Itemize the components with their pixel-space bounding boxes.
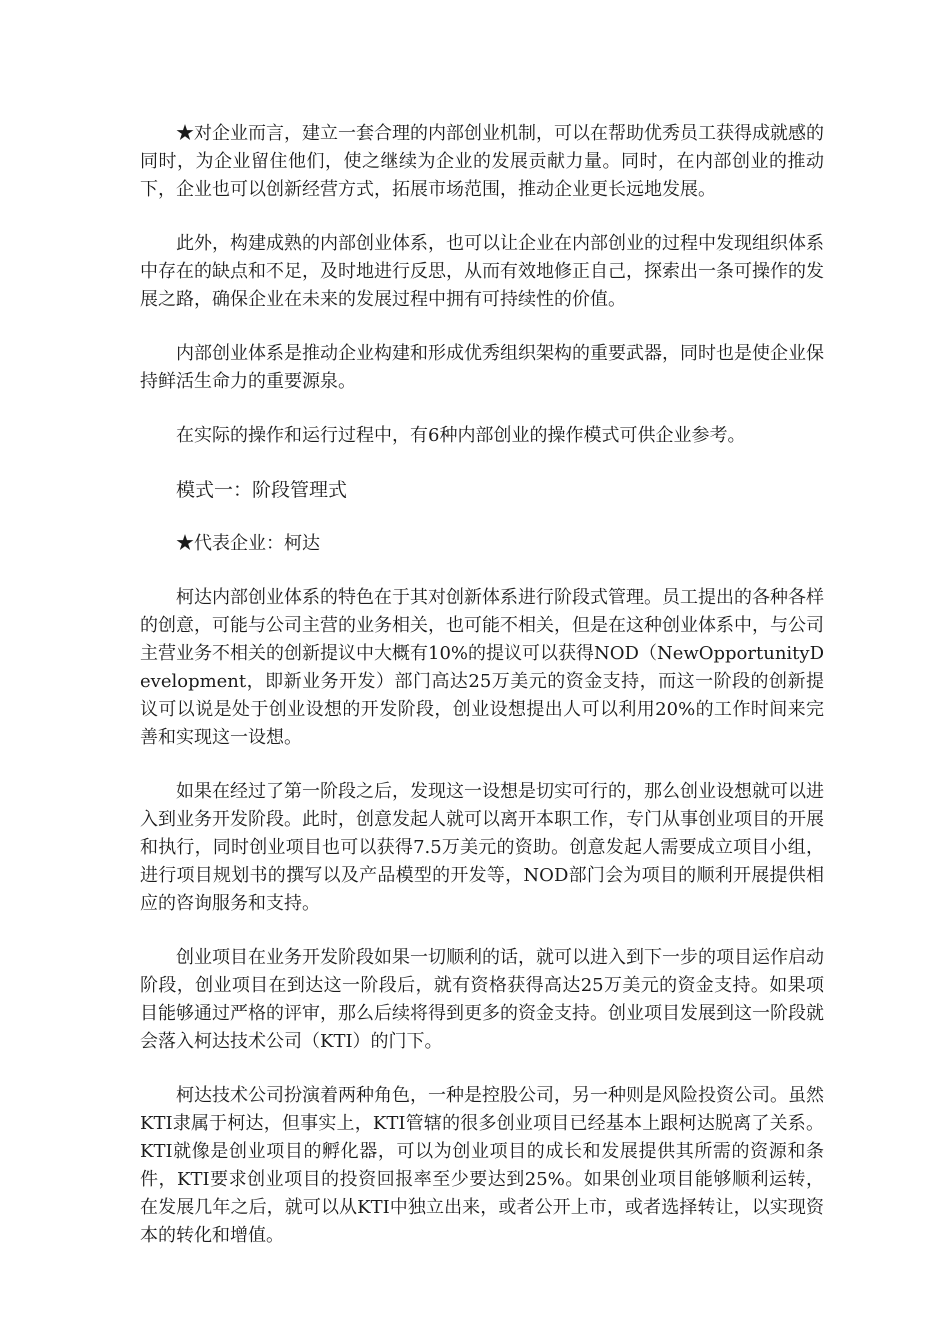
paragraph: 内部创业体系是推动企业构建和形成优秀组织架构的重要武器，同时也是使企业保持鲜活生命力的重要源泉。 [140,343,824,392]
paragraph: 柯达内部创业体系的特色在于其对创新体系进行阶段式管理。员工提出的各种各样的创意，可能与公司主营的业务相关，也可能不相关，但是在这种创业体系中，与公司主营业务不相关的创新提议中大概有10%的提议可以获得NOD（NewOpportunityDevelopment，即新业务开发）部门高达25万美元的资金支持，而这一阶段的创新提议可以说是处于创业设想的开发阶段，创业设想提出人可以利用20%的工作时间来完善和实现这一设想。 [140,587,825,748]
section-heading: 模式一：阶段管理式 [176,479,348,501]
document-body [140,120,824,1276]
paragraph: 在实际的操作和运行过程中，有6种内部创业的操作模式可供企业参考。 [176,425,746,446]
paragraph: 此外，构建成熟的内部创业体系，也可以让企业在内部创业的过程中发现组织体系中存在的缺点和不足，及时地进行反思，从而有效地修正自己，探索出一条可操作的发展之路，确保企业在未来的发展过程中拥有可持续性的价值。 [140,233,824,310]
paragraph: 柯达技术公司扮演着两种角色，一种是控股公司，另一种则是风险投资公司。虽然KTI隶属于柯达，但事实上，KTI管辖的很多创业项目已经基本上跟柯达脱离了关系。KTI就像是创业项目的孵化器，可以为创业项目的成长和发展提供其所需的资源和条件，KTI要求创业项目的投资回报率至少要达到25%。如果创业项目能够顺利运转，在发展几年之后，就可以从KTI中独立出来，或者公开上市，或者选择转让，以实现资本的转化和增值。 [140,1085,824,1246]
paragraph: 如果在经过了第一阶段之后，发现这一设想是切实可行的，那么创业设想就可以进入到业务开发阶段。此时，创意发起人就可以离开本职工作，专门从事创业项目的开展和执行，同时创业项目也可以获得7.5万美元的资助。创意发起人需要成立项目小组，进行项目规划书的撰写以及产品模型的开发等，NOD部门会为项目的顺利开展提供相应的咨询服务和支持。 [140,781,824,914]
representative-company: ★代表企业：柯达 [176,533,320,554]
paragraph: 创业项目在业务开发阶段如果一切顺利的话，就可以进入到下一步的项目运作启动阶段，创业项目在到达这一阶段后，就有资格获得高达25万美元的资金支持。如果项目能够通过严格的评审，那么后续将得到更多的资金支持。创业项目发展到这一阶段就会落入柯达技术公司（KTI）的门下。 [140,947,824,1052]
paragraph: ★对企业而言，建立一套合理的内部创业机制，可以在帮助优秀员工获得成就感的同时，为企业留住他们，使之继续为企业的发展贡献力量。同时，在内部创业的推动下，企业也可以创新经营方式，拓展市场范围，推动企业更长远地发展。 [140,123,824,200]
